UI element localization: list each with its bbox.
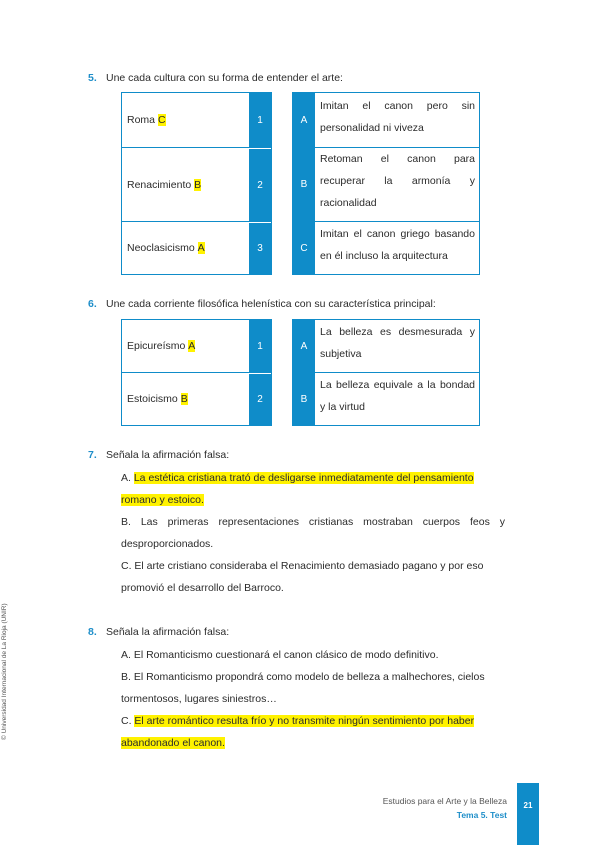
q6-left-row-2: Estoicismo B <box>127 393 188 405</box>
q5-right-table <box>292 92 480 275</box>
answer-badge: A <box>197 242 205 254</box>
question-5-title: 5. Une cada cultura con su forma de entender el arte: <box>88 72 343 84</box>
question-7-title: 7. Señala la afirmación falsa: <box>88 449 230 461</box>
q7-option-a: A. La estética cristiana trató de desligarse inmediatamente del pensamiento romano y estoico. <box>121 472 474 506</box>
q6-left-row-1: Epicureísmo A <box>122 320 271 373</box>
q5-left-table <box>121 92 272 275</box>
q6-left-table <box>121 319 272 426</box>
q6-right-table <box>292 319 480 426</box>
answer-badge: B <box>194 178 202 191</box>
q5-right-row-c: C Imitan el canon griego basando en él incluso la arquitectura <box>293 222 479 274</box>
q5-right-row-b: B Retoman el canon para recuperar la armonía y racionalidad <box>293 148 479 222</box>
q6-number-2: 2 <box>249 374 271 425</box>
q8-option-a: A. El Romanticismo cuestionará el canon clásico de modo definitivo. <box>121 649 439 661</box>
q5-left-row-2: Renacimiento B <box>122 148 271 222</box>
q5-left-row-1: Roma C <box>122 93 271 148</box>
q7-option-b: B. Las primeras representaciones cristianas mostraban cuerpos feos y desproporcionados. <box>121 516 505 550</box>
q5-number-1: 1 <box>249 93 271 148</box>
q8-option-c: C. El arte romántico resulta frío y no transmite ningún sentimiento por haber abandonado el canon. <box>121 715 475 749</box>
q5-number-3: 3 <box>249 223 271 274</box>
q7-option-c: C. El arte cristiano consideraba el Renacimiento demasiado pagano y por eso promovió el desarrollo del Barroco. <box>121 560 484 594</box>
question-8-title: 8. Señala la afirmación falsa: <box>88 626 230 638</box>
q5-right-row-a: A Imitan el canon pero sin personalidad ni viveza <box>293 93 479 148</box>
q6-number-1: 1 <box>249 320 271 373</box>
q5-left-row-3: Neoclasicismo A <box>127 242 205 254</box>
q6-right-row-b: B La belleza equivale a la bondad y la virtud <box>293 373 479 425</box>
answer-badge: C <box>157 114 166 126</box>
question-6-title: 6. Une cada corriente filosófica helenística con su característica principal: <box>88 298 436 310</box>
q8-option-b: B. El Romanticismo propondrá como modelo de belleza a malhechores, cielos tormentosos, lugares siniestros… <box>121 671 485 705</box>
q6-right-row-a: A La belleza es desmesurada y subjetiva <box>293 320 479 373</box>
footer-topic: Tema 5. Test <box>456 810 507 820</box>
page-number: 21 <box>517 783 539 845</box>
copyright-note: © Universidad Internacional de La Rioja (UNIR) <box>1 603 8 740</box>
answer-badge: B <box>180 393 188 405</box>
highlighted-answer: El arte romántico resulta frío y no transmite ningún sentimiento por haber abandonado el canon. <box>121 715 475 749</box>
answer-badge: A <box>188 340 196 352</box>
q5-number-2: 2 <box>249 149 271 222</box>
highlighted-answer: La estética cristiana trató de desligarse inmediatamente del pensamiento romano y estoico. <box>121 472 474 506</box>
footer-course-title: Estudios para el Arte y la Belleza <box>382 796 507 806</box>
